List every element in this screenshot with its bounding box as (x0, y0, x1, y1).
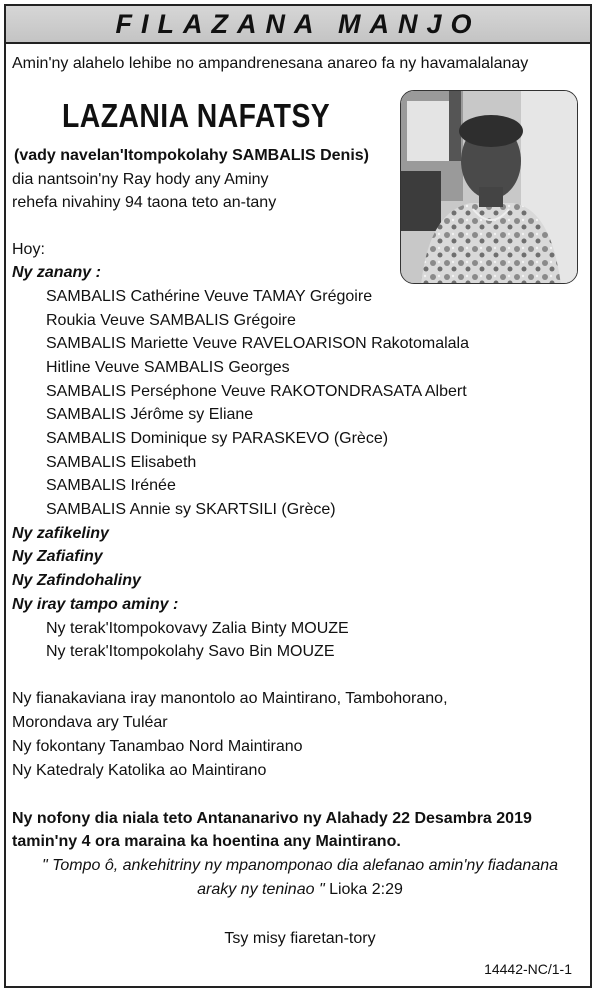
portrait-image (401, 91, 578, 284)
list-item: SAMBALIS Dominique sy PARASKEVO (Grèce) (46, 430, 389, 447)
list-item: SAMBALIS Jérôme sy Eliane (46, 406, 254, 423)
great-great-grandchildren-heading: Ny Zafindohaliny (12, 572, 141, 589)
spouse-line: (vady navelan'Itompokolahy SAMBALIS Denis) (14, 147, 369, 164)
funeral-line-2: tamin'ny 4 ora maraina ka hoentina any Maintirano. (12, 833, 401, 850)
list-item: Ny terak'Itompokolahy Savo Bin MOUZE (46, 643, 335, 660)
family-line: Ny fianakaviana iray manontolo ao Maintirano, Tambohorano, (12, 690, 448, 707)
list-item: SAMBALIS Irénée (46, 477, 176, 494)
list-item: SAMBALIS Mariette Veuve RAVELOARISON Rakotomalala (46, 335, 469, 352)
deceased-name: LAZANIA NAFATSY (62, 97, 331, 134)
verse-line-1: " Tompo ô, ankehitriny ny mpanomponao dia alefanao amin'ny fiadanana (41, 857, 559, 874)
list-item: SAMBALIS Perséphone Veuve RAKOTONDRASATA Albert (46, 383, 467, 400)
notice-reference: 14442-NC/1-1 (484, 961, 572, 977)
relatives-heading: Ny iray tampo aminy : (12, 596, 179, 613)
called-home-line: dia nantsoin'ny Ray hody any Aminy (12, 171, 269, 188)
notice-title: FILAZANA MANJO (115, 9, 481, 39)
great-grandchildren-heading: Ny Zafiafiny (12, 548, 103, 565)
list-item: Ny terak'Itompokovavy Zalia Binty MOUZE (46, 620, 349, 637)
intro-text: Amin'ny alahelo lehibe no ampandrenesana anareo fa ny havamalalanay (12, 55, 529, 72)
list-item: SAMBALIS Annie sy SKARTSILI (Grèce) (46, 501, 336, 518)
family-line: Ny Katedraly Katolika ao Maintirano (12, 762, 267, 779)
family-line: Morondava ary Tuléar (12, 714, 168, 731)
deceased-photo (400, 90, 578, 284)
hoy-label: Hoy: (12, 241, 45, 258)
verse-line-2 (0, 880, 600, 900)
list-item: Hitline Veuve SAMBALIS Georges (46, 359, 290, 376)
verse-reference: Lioka 2:29 (324, 881, 403, 898)
notice-header (6, 6, 590, 44)
list-item: Roukia Veuve SAMBALIS Grégoire (46, 312, 296, 329)
age-line: rehefa nivahiny 94 taona teto an-tany (12, 194, 277, 211)
closing-line: Tsy misy fiaretan-tory (224, 930, 376, 947)
children-heading: Ny zanany : (12, 264, 101, 281)
list-item: SAMBALIS Cathérine Veuve TAMAY Grégoire (46, 288, 373, 305)
funeral-line-1: Ny nofony dia niala teto Antananarivo ny Alahady 22 Desambra 2019 (12, 810, 532, 827)
family-line: Ny fokontany Tanambao Nord Maintirano (12, 738, 303, 755)
list-item: SAMBALIS Elisabeth (46, 454, 197, 471)
verse-text: araky ny teninao " (197, 881, 325, 898)
grandchildren-heading: Ny zafikeliny (12, 525, 109, 542)
